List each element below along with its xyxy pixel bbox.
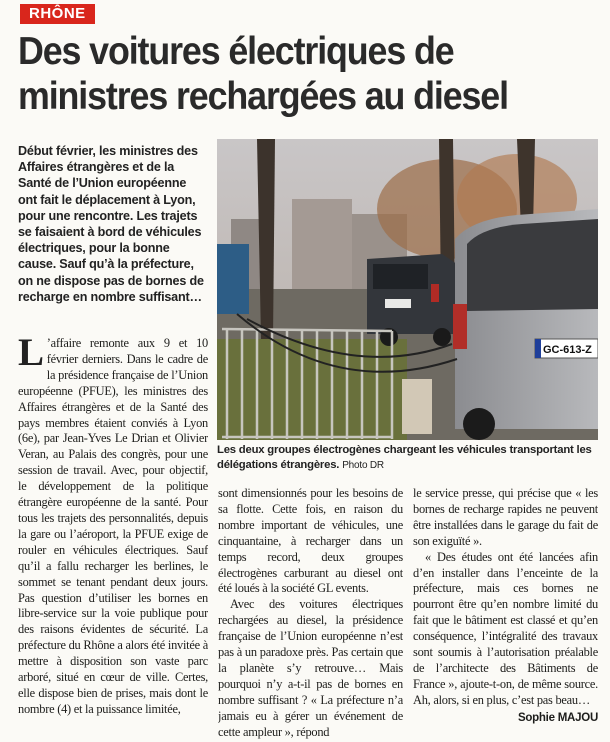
headline: Des voitures électriques de ministres rechargées au diesel: [18, 30, 508, 118]
paragraph-1-text: ’affaire remonte aux 9 et 10 février derniers. Dans le cadre de la présidence française de l’Union européenne (PFUE), les ministres des Affaires étrangères et de la Santé des pays membres étaient conviés à Lyon (6e), par Jean-Yves Le Drian et Olivier Veran, au Palais des congrès, pour une session de travail. Avec, pour objectif, le développement de la politique étrangère européenne de la santé. Pour tous les trajets des personnalités, depuis la gare ou l’aéroport, la PFUE exige de rouler en véhicules électriques. Sauf qu’il a fallu recharger les berlines, le sommet se tenant pendant deux jours. Pas question d’utiliser les bornes en libre-service sur la voie publique pour des raisons évidentes de sécurité. La préfecture du Rhône a alors été invitée à mettre à disposition son vaste parc arboré, situé en cœur de ville. Certes, elle dispose bien de prises, mais dont le nombre (4) et la puissance limitée,: [18, 336, 208, 716]
drop-cap: L: [18, 336, 44, 374]
license-plate: GC-613-Z: [543, 344, 592, 356]
paragraph-2: sont dimensionnés pour les besoins de sa flotte. Cette fois, en raison du nombre important de véhicules, une cinquantaine, à recharger dans un temps record, deux groupes électrogènes carburant au diesel ont été loués à la société GL events.: [218, 486, 403, 596]
article-photo: [217, 139, 598, 440]
article-column-3: [413, 486, 598, 742]
paragraph-1: [18, 336, 208, 718]
article-column-2: [218, 486, 403, 742]
chapo: Début février, les ministres des Affaires étrangères et de la Santé de l’Union européenne ont fait le déplacement à Lyon, pour une rencontre. Les trajets se faisaient à bord de véhicules électriques, pour la bonne cause. Sauf qu’à la préfecture, on ne dispose pas de bornes de recharge en nombre suffisant…: [18, 144, 204, 304]
caption-text: Les deux groupes électrogènes chargeant les véhicules transportant les délégations étrangères.: [217, 444, 592, 471]
article-column-1: [18, 336, 208, 740]
photo-credit: Photo DR: [342, 459, 384, 471]
author-signature: Sophie MAJOU: [517, 711, 598, 724]
paragraph-5: « Des études ont été lancées afin d’en installer dans l’enceinte de la préfecture, mais ces bornes ne pourront être qu’en nombre limité du fait que le bâtiment est classé et qu’en conséquence, l’intégralité des travaux sont soumis à l’autorisation préalable de l’architecte des Bâtiments de France », ajoute-t-on, de même source. Ah, alors, si en plus, c’est pas beau…: [413, 549, 598, 707]
paragraph-4: le service presse, qui précise que « les bornes de recharge rapides ne peuvent être installées dans le garage du fait de son exiguïté ».: [413, 486, 598, 548]
photo-caption: [217, 443, 602, 473]
paragraph-3: Avec des voitures électriques rechargées au diesel, la présidence française de l’Union européenne n’est pas à un paradoxe près. Pas certain que la planète s’y retrouve… Mais pourquoi n’y a-t-il pas de bornes en nombre suffisant ? « La préfecture n’a jamais eu à gérer un événement de cette ampleur », répond: [218, 597, 403, 739]
section-tag: RHÔNE: [20, 4, 95, 24]
